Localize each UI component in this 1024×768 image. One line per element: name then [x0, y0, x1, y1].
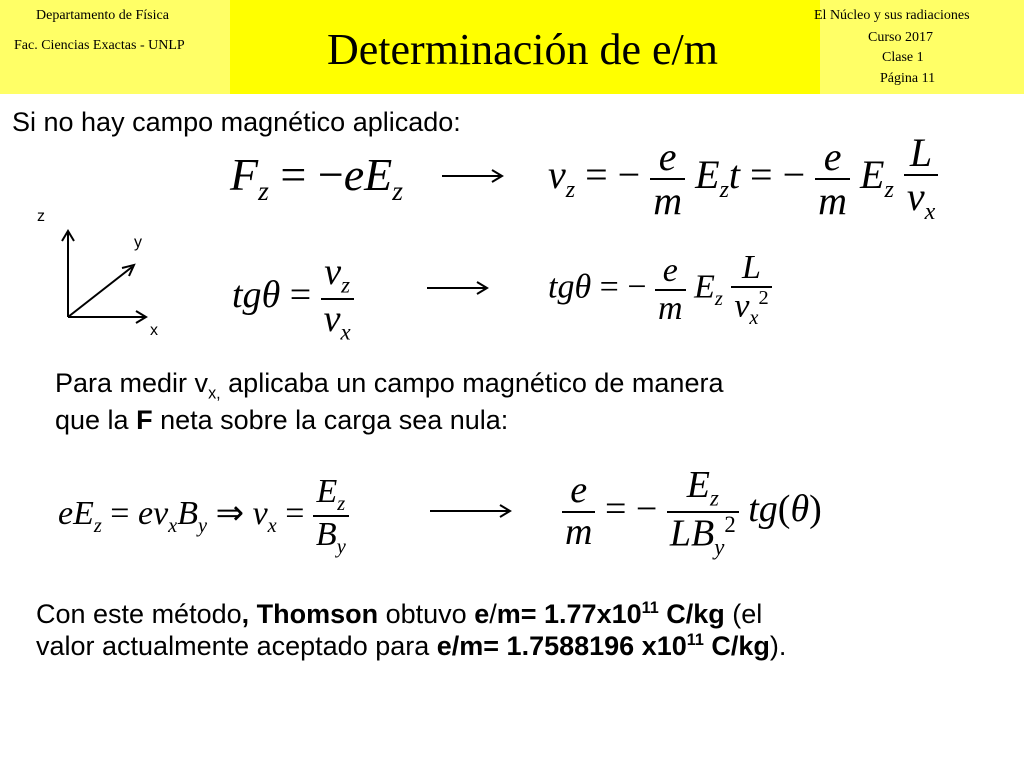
arrow-icon: [428, 503, 518, 519]
x-axis-label: x: [150, 322, 158, 339]
arrow-icon: [425, 280, 495, 296]
page-number-label: Página 11: [880, 71, 936, 86]
charge-mass-ratio-equation: $\frac{e}{m}$ = − $\frac{E_z}{LB_y^2}$ tg(θ): [562, 466, 822, 559]
balance-equation: $eE_z = ev_xB_y$ ⇒ $v_x$ = $\frac{E_z}{B_y}$: [58, 474, 349, 558]
course-year-label: Curso 2017: [868, 30, 933, 45]
intro-text: Si no hay campo magnético aplicado:: [12, 107, 461, 137]
arrow-icon: [440, 168, 510, 184]
course-name-label: El Núcleo y sus radiaciones: [814, 8, 970, 23]
force-equation: $F_z = -eE_z$: [230, 149, 404, 207]
department-label: Departamento de Física: [36, 8, 169, 23]
paragraph-measure-vx: Para medir $v_{x,}$ aplicaba un campo magnético de manera que la F neta sobre la carga sea nula:: [55, 368, 724, 435]
tangent-equation: tgθ = $\frac{v_z}{v_x}$: [232, 253, 354, 344]
page-title: Determinación de e/m: [327, 25, 718, 74]
class-number-label: Clase 1: [882, 50, 924, 65]
y-axis-label: y: [134, 234, 142, 251]
header-left-panel: [0, 0, 230, 94]
tangent-result-equation: tgθ = − $\frac{e}{m}$ $E_z$ $\frac{L}{v_x^2}$: [548, 250, 772, 329]
velocity-z-equation: $v_z$ = − $\frac{e}{m}$ $E_zt$ = − $\frac{e}{m}$ $E_z$ $\frac{L}{v_x}$: [548, 132, 938, 225]
z-axis-label: z: [37, 208, 45, 225]
header-right-panel: [814, 0, 1024, 94]
paragraph-thomson-result: Con este método, Thomson obtuvo $e/m= 1.77x10^{11}$ C/kg (el valor actualmente aceptado para e/m= 1.7588196 $x10^{11}$ C/kg).: [36, 599, 787, 662]
faculty-label: Fac. Ciencias Exactas - UNLP: [14, 38, 185, 53]
